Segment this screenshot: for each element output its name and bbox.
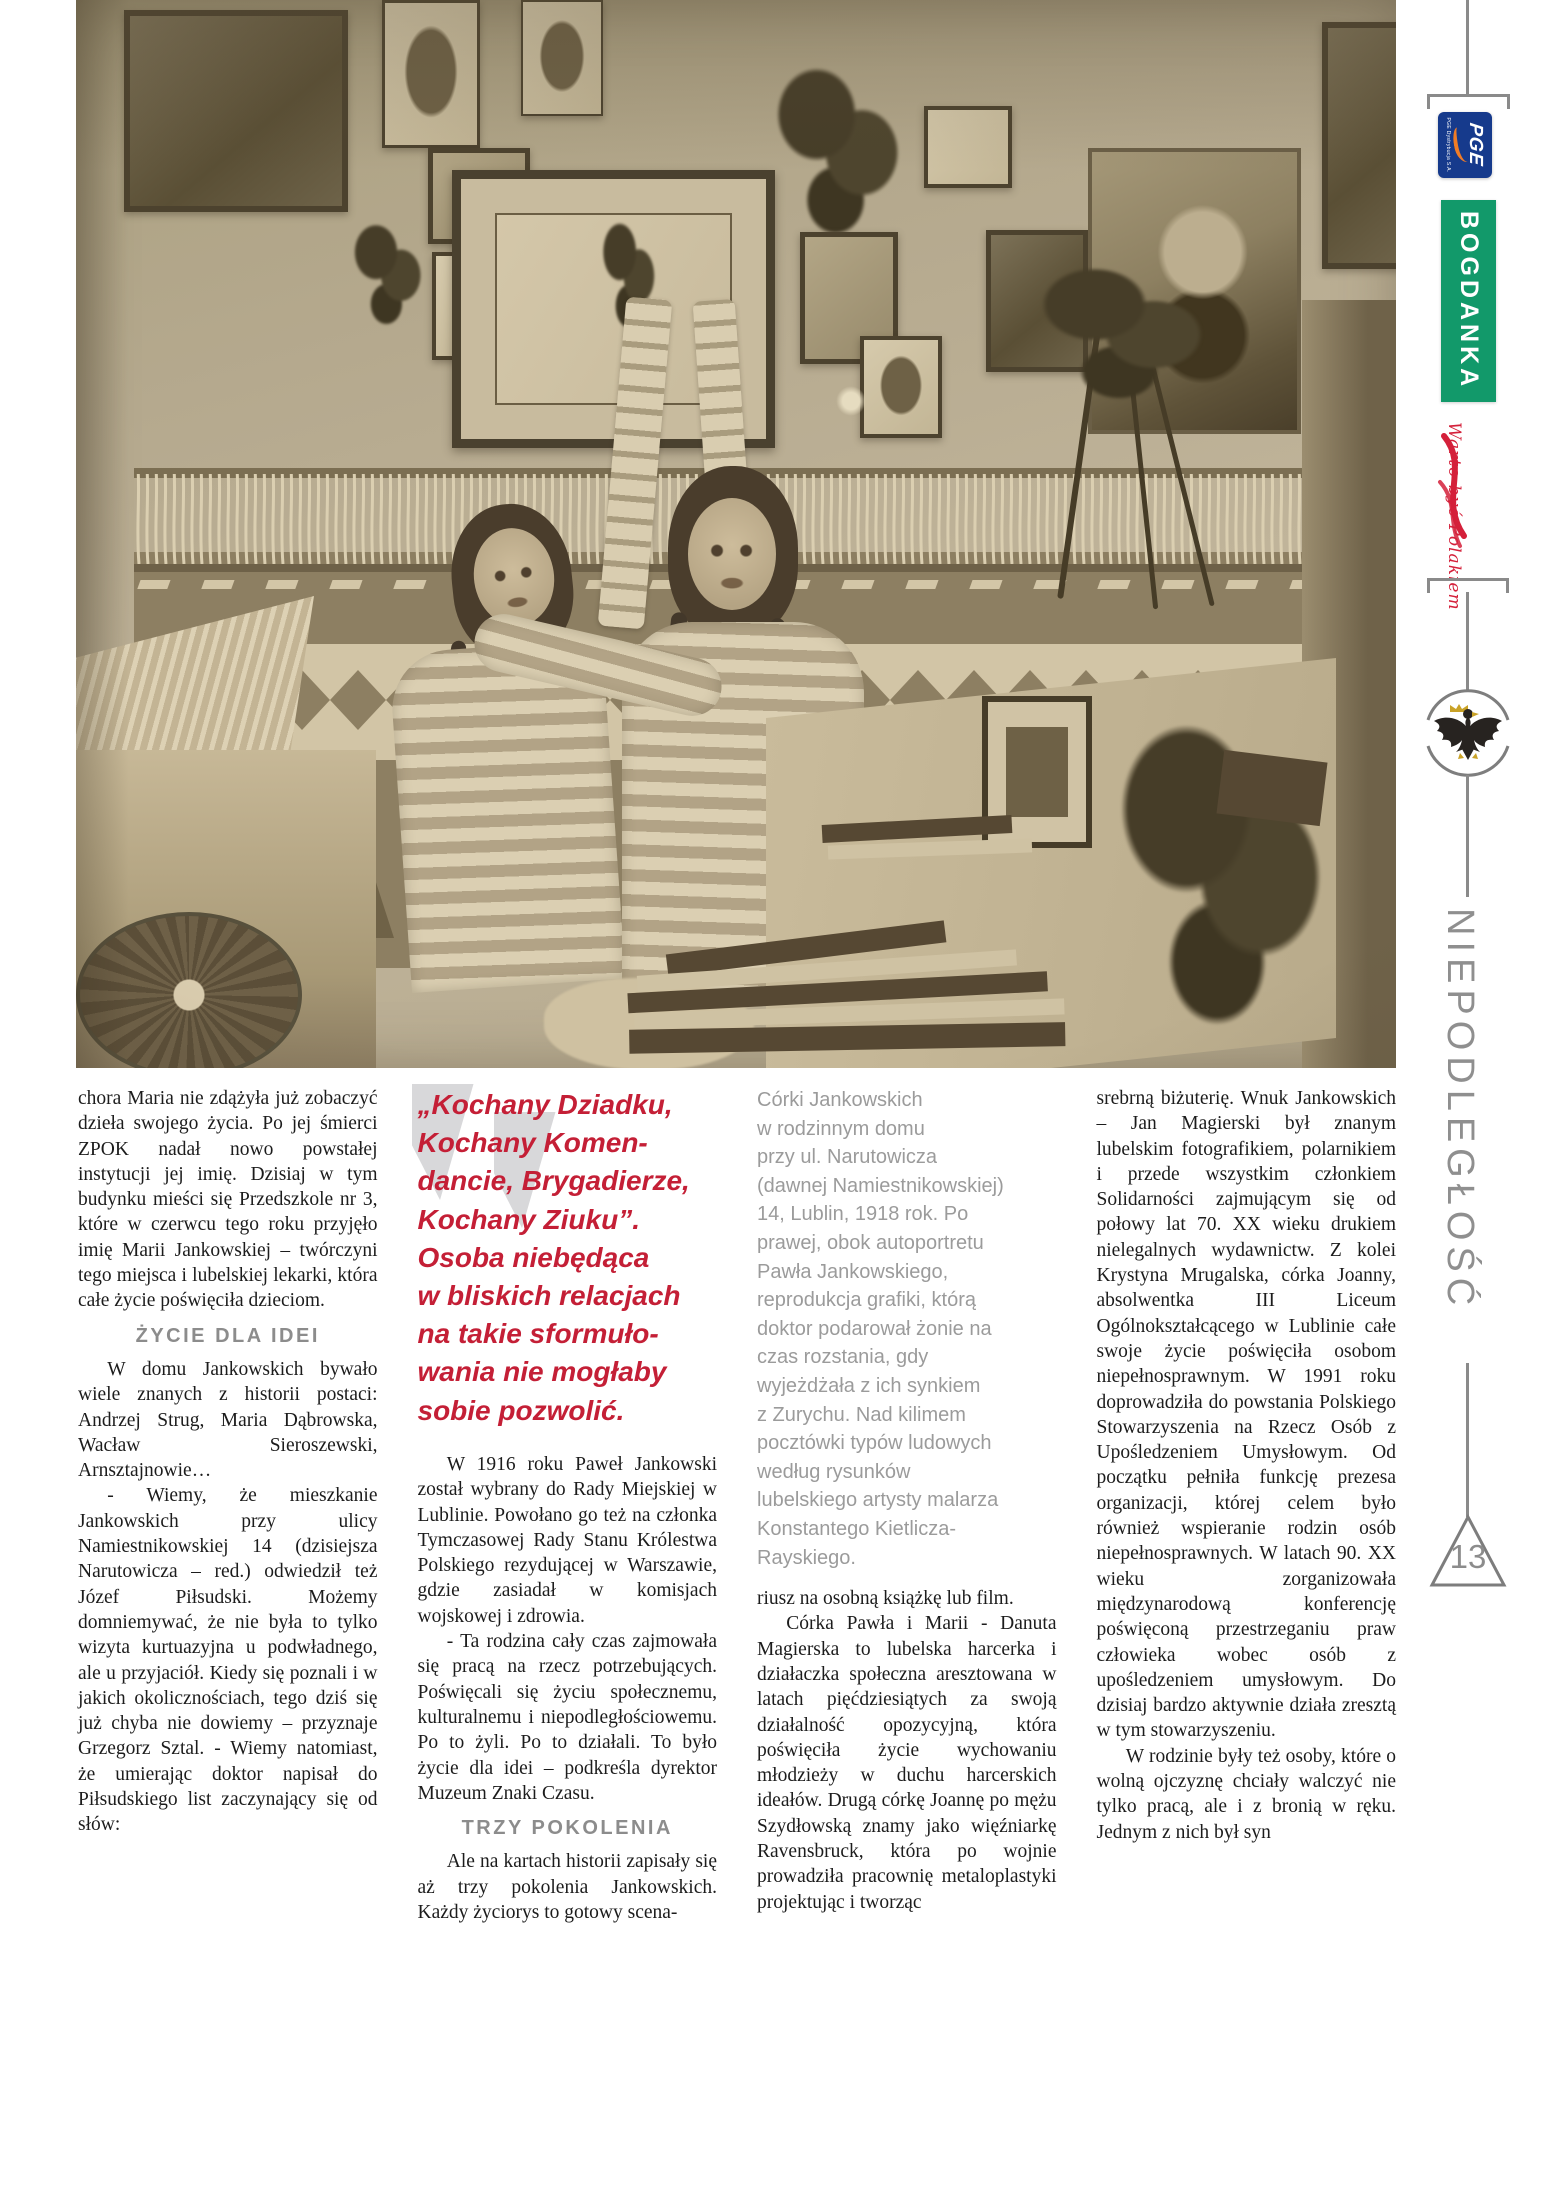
pge-logo-text: PGE	[1465, 121, 1486, 169]
books-pile	[626, 928, 1066, 1068]
article-columns	[78, 1086, 1396, 2086]
bracket-ornament	[1427, 94, 1510, 109]
article-column-1	[78, 1086, 378, 2086]
body-paragraph: - Ta rodzina cały czas zajmowała się pracą na rzecz potrzebujących. Poświęcali się życiu społecznemu, kulturalnemu i niepodległościowemu. Po to żyli. Po to działali. To było życie dla idei – podkreśla dyrektor Muzeum Znaki Czasu.	[417, 1631, 717, 1804]
framed-picture	[124, 10, 348, 212]
small-flower	[836, 386, 866, 416]
body-paragraph: riusz na osobną książkę lub film.	[757, 1588, 1014, 1610]
bogdanka-logo	[1441, 200, 1496, 402]
sidebar-rule	[1466, 1363, 1469, 1517]
section-heading: TRZY POKOLENIA	[461, 1817, 673, 1840]
body-paragraph: W rodzinie były też osoby, które o wolną ojczyznę chciały walczyć nie tylko pracą, ale i z bronią w ręku. Jednym z nich był syn	[1096, 1745, 1396, 1843]
eagle-emblem	[1424, 689, 1512, 777]
body-paragraph: W domu Jankowskich bywało wiele znanych z historii postaci: Andrzej Strug, Maria Dąbrowska, Wacław Sieroszewski, Arnsztajnowie…	[78, 1358, 378, 1482]
dried-flower-decoration	[348, 212, 428, 327]
section-vertical-title: NIEPODLEGŁOŚĆ	[1439, 908, 1481, 1312]
dried-bouquet	[1104, 690, 1340, 1030]
branch-decoration	[766, 48, 911, 238]
pge-logo-inner	[1438, 112, 1492, 178]
section-heading: ŻYCIE DLA IDEI	[135, 1324, 320, 1347]
article-column-3	[757, 1086, 1057, 2086]
motto-logo	[1430, 418, 1494, 611]
dried-flowers	[1028, 252, 1218, 402]
sidebar-rule	[1466, 0, 1469, 96]
photo-caption: Córki Jankowskich w rodzinnym domu przy ul. Narutowicza (dawnej Namiestnikowskiej) 14, Lublin, 1918 rok. Po prawej, obok autoportretu Pawła Jankowskiego, reprodukcja grafiki, którą doktor podarował żonie na czas rozstania, gdy wyjeżdżała z ich synkiem z Zurychu. Nad kilimem pocztówki typów ludowych według rysunków lubelskiego artysty malarza Konstantego Kietlicza- Rayskiego.	[757, 1089, 1004, 1569]
page-number: 13	[1449, 1538, 1487, 1575]
body-paragraph: Ale na kartach historii zapisały się aż trzy pokolenia Jankowskich. Każdy życiorys to gotowy scena-	[417, 1851, 717, 1924]
body-paragraph: W 1916 roku Paweł Jankowski został wybrany do Rady Miejskiej w Lublinie. Powołano go też na członka Tymczasowej Rady Stanu Królestwa Polskiego rezydującej w Warszawie, gdzie zasiadał w komisjach wojskowej i zdrowia.	[417, 1454, 717, 1627]
girl-right-face	[688, 498, 776, 610]
framed-print	[521, 0, 603, 116]
archival-photo	[76, 0, 1396, 1068]
sidebar-rule	[1466, 775, 1469, 897]
motto-text: Warto być Polakiem	[1444, 422, 1464, 611]
sidebar-rule	[1466, 592, 1469, 690]
round-pleated-pillow	[76, 912, 302, 1068]
pge-logo	[1438, 112, 1492, 178]
article-column-2	[418, 1086, 718, 2086]
pull-quote	[418, 1086, 718, 1432]
article-column-4	[1097, 1086, 1397, 2086]
body-paragraph: chora Maria nie zdążyła już zobaczyć dzieła swojego życia. Po jej śmierci ZPOK nadał nowo powstałej instytucji jej imię. Dzisiaj w tym budynku mieści się Przedszkole nr 3, które w czerwcu tego roku przyjęło imię Marii Jankowskiej – twórczyni tego miejsca i lubelskiej lekarki, która całe życie poświęciła dzieciom.	[78, 1088, 378, 1312]
bogdanka-logo-text: BOGDANKA	[1455, 211, 1483, 391]
framed-picture-tall	[1322, 22, 1396, 269]
body-paragraph: Córka Pawła i Marii - Danuta Magierska to lubelska harcerka i działaczka społeczna aresztowana w latach pięćdziesiątych za swoją działalność opozycyjną, która poświęciła życie wychowaniu młodzieży w duchu harcerskich ideałów. Drugą córkę Joannę po mężu Szydłowską znamy jako więźniarkę Ravensbruck, która po wojnie prowadziła pracownię metaloplastyki projektując i tworząc	[757, 1613, 1057, 1913]
framed-portrait	[382, 0, 480, 148]
bracket-ornament	[1427, 578, 1509, 593]
pull-quote-text: „Kochany Dziadku, Kochany Komen- dancie, Brygadierze, Kochany Ziuku”. Osoba niebędąca w bliskich relacjach na takie sformuło- wania nie mogłaby sobie pozwolić.	[417, 1089, 690, 1426]
book-stack	[1216, 750, 1327, 826]
framed-picture	[860, 336, 942, 438]
body-paragraph: srebrną biżuterię. Wnuk Jankowskich – Jan Magierski był znanym lubelskim fotografikiem, polarnikiem i przede wszystkim członkiem Solidarności zajmującym się od połowy lat 70. XX wieku drukiem nielegalnych wydawnictw. Z kolei Krystyna Mrugalska, córka Joanny, absolwentka III Liceum Ogólnokształcącego w Lublinie całe swoje życie poświęciła osobom niepełnosprawnym. W 1991 roku doprowadziła do powstania Polskiego Stowarzyszenia na Rzecz Osób z Upośledzeniem Umysłowym. Od początku pełniła funkcję prezesa organizacji, której celem było również wspieranie rodzin osób niepełnosprawnych. W latach 90. XX wieku zorganizowała międzynarodową konferencję poświęconą przestrzeganiu praw człowieka wobec osób z upośledzeniem umysłowym. Do dzisiaj bardzo aktywnie działa zresztą w tym stowarzyszeniu.	[1096, 1088, 1396, 1742]
body-paragraph: - Wiemy, że mieszkanie Jankowskich przy ulicy Namiestnikowskiej 14 (dzisiejsza Narutowicza – red.) odwiedził też Józef Piłsudski. Możemy domniemywać, że nie była to tylko wizyta kurtuazyjna u podwładnego, ale u przyjaciół. Kiedy się poznali i w jakich okolicznościach, tego dziś się już chyba nie dowiemy – przyznaje Grzegorz Sztal. - Wiemy natomiast, że umierając doktor napisał do Piłsudskiego list zaczynający się od słów:	[78, 1485, 378, 1836]
pge-logo-subtext: PGE Dystrybucja S.A.	[1445, 117, 1451, 173]
framed-picture	[924, 106, 1012, 188]
